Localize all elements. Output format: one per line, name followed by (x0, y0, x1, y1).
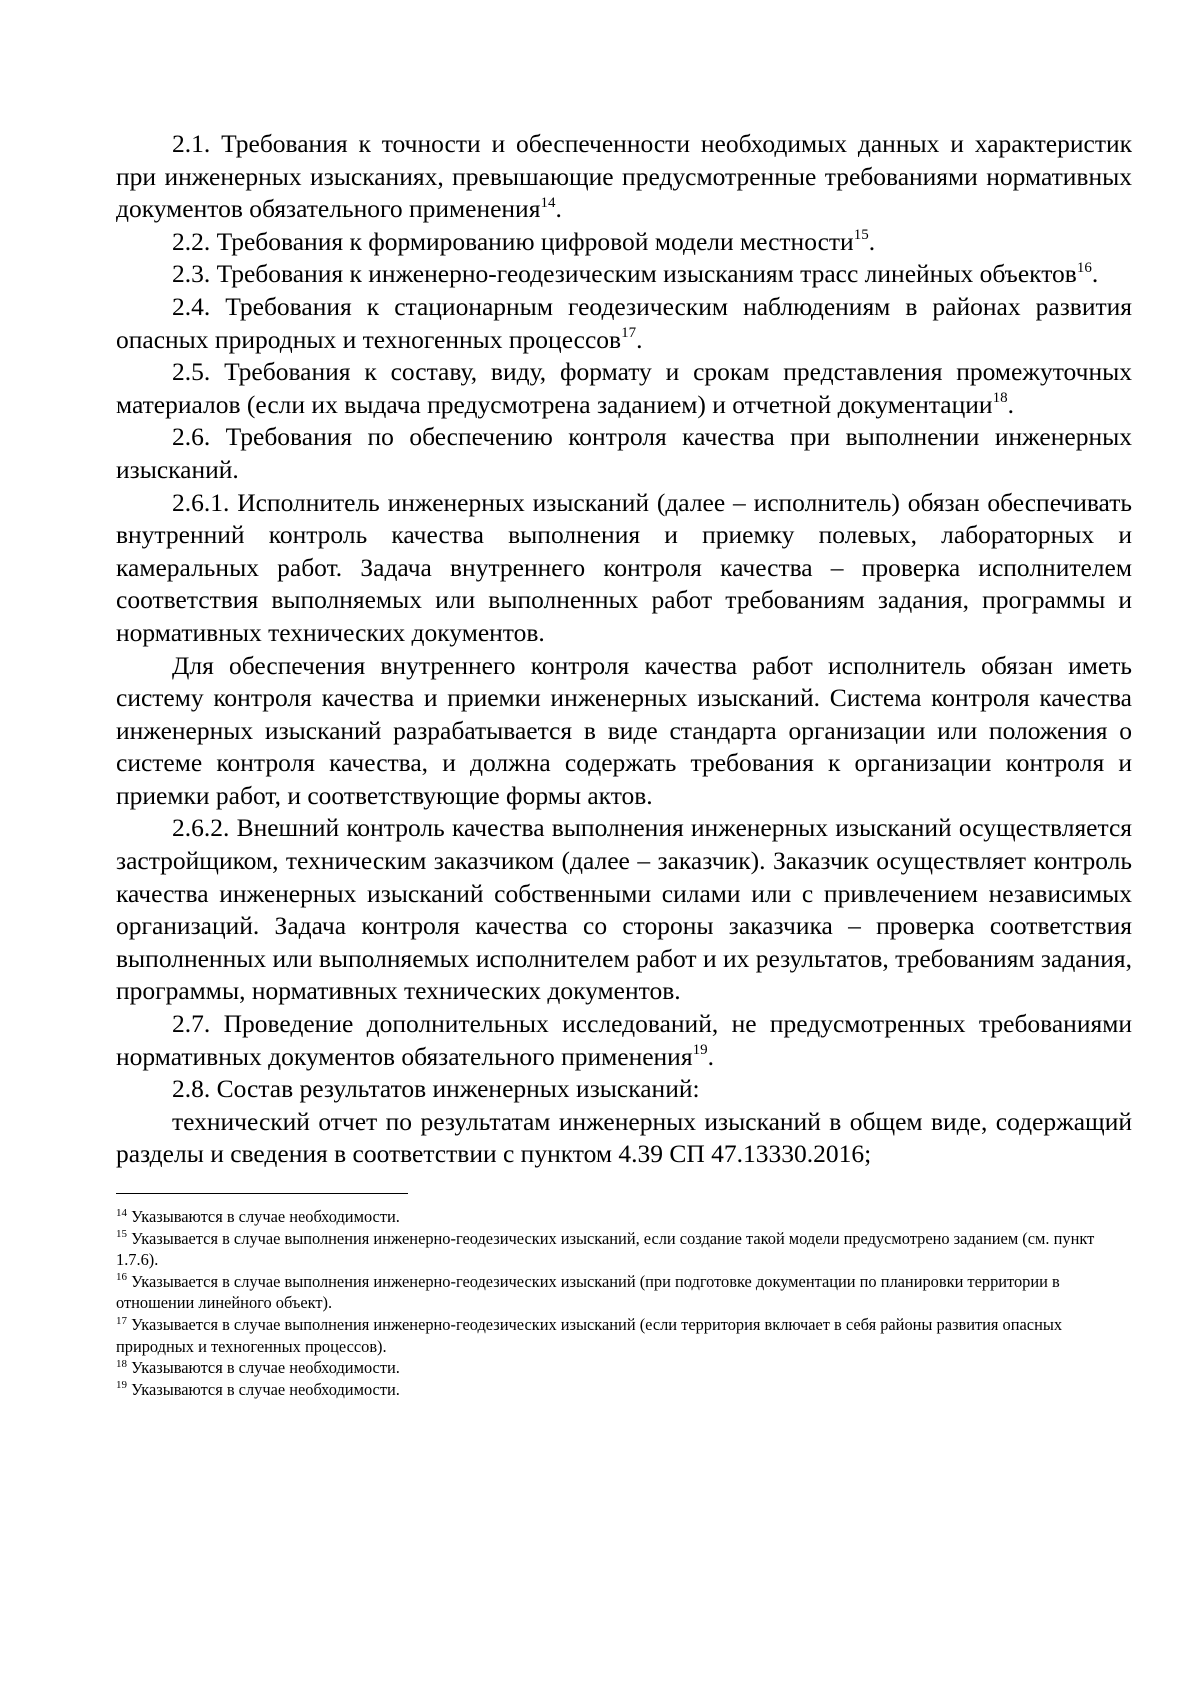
footnote-15: $^{15}$ Указывается в случае выполнения инженерно-геодезических изысканий, если создание такой модели предусмотрено заданием (см. пункт 1.7.6). (116, 1228, 1095, 1270)
footnote-19: $^{19}$ Указываются в случае необходимости. (116, 1379, 400, 1399)
paragraph-internal-control-system: Для обеспечения внутреннего контроля качества работ исполнитель обязан иметь систему контроля качества и приемки инженерных изысканий. Система контроля качества инженерных изысканий разрабатывается в виде стандарта организации или положения о системе контроля качества, и должна содержать требования к организации контроля и приемки работ, и соответствующие формы актов. (116, 650, 1132, 810)
footnotes (116, 1206, 1132, 1400)
footnote-ref-19[interactable]: 19 (692, 1042, 708, 1059)
footnote-ref-15[interactable]: 15 (853, 227, 869, 244)
paragraph-2-4: 2.4. Требования к стационарным геодезическим наблюдениям в районах развития опасных природных и техногенных процессов$^{17}$. (116, 291, 1132, 354)
paragraph-2-7: 2.7. Проведение дополнительных исследований, не предусмотренных требованиями нормативных документов обязательного применения$^{19}$. (116, 1009, 1132, 1071)
paragraph-2-6-2: 2.6.2. Внешний контроль качества выполнения инженерных изысканий осуществляется застройщиком, техническим заказчиком (далее – заказчик). Заказчик осуществляет контроль качества инженерных изысканий собственными силами или с привлечением независимых организаций. Задача контроля качества со стороны заказчика – проверка соответствия выполненных или выполняемых исполнителем работ и их результатов, требованиям задания, программы, нормативных технических документов. (116, 813, 1133, 1006)
footnote-ref-16[interactable]: 16 (1076, 259, 1092, 276)
paragraph-2-1: 2.1. Требования к точности и обеспеченности необходимых данных и характеристик при инженерных изысканиях, превышающие предусмотренные требованиями нормативных документов обязательного применения$^{14}$. (116, 129, 1132, 224)
footnote-18: $^{18}$ Указываются в случае необходимости. (116, 1357, 400, 1378)
paragraph-2-5: 2.5. Требования к составу, виду, формату и срокам представления промежуточных материалов (если их выдача предусмотрена заданием) и отчетной документации$^{18}$. (116, 357, 1132, 419)
paragraph-2-2: 2.2. Требования к формированию цифровой модели местности$^{15}$. (172, 226, 876, 256)
footnote-16: $^{16}$ Указывается в случае выполнения инженерно-геодезических изысканий (при подготовке документации по планировки территории в отношении линейного объект). (116, 1271, 1060, 1313)
footnote-separator (116, 1193, 408, 1194)
paragraph-technical-report: технический отчет по результатам инженерных изысканий в общем виде, содержащий разделы и сведения в соответствии с пунктом 4.39 СП 47.13330.2016; (116, 1106, 1132, 1169)
paragraph-2-3: 2.3. Требования к инженерно-геодезическим изысканиям трасс линейных объектов$^{16}$. (172, 259, 1099, 289)
footnote-ref-18[interactable]: 18 (992, 390, 1008, 407)
paragraph-2-6-1: 2.6.1. Исполнитель инженерных изысканий (далее – исполнитель) обязан обеспечивать внутренний контроль качества выполнения и приемку полевых, лабораторных и камеральных работ. Задача внутреннего контроля качества – проверка исполнителем соответствия выполняемых или выполненных работ требованиям задания, программы и нормативных технических документов. (116, 487, 1132, 647)
body-text (116, 128, 1132, 1171)
paragraph-2-6: 2.6. Требования по обеспечению контроля качества при выполнении инженерных изысканий. (116, 422, 1132, 484)
footnote-14: $^{14}$ Указываются в случае необходимости. (116, 1206, 400, 1226)
footnote-ref-17[interactable]: 17 (621, 325, 637, 342)
paragraph-2-8: 2.8. Состав результатов инженерных изысканий: (172, 1074, 700, 1104)
footnote-ref-14[interactable]: 14 (540, 194, 556, 211)
footnote-17: $^{17}$ Указывается в случае выполнения инженерно-геодезических изысканий (если территория включает в себя районы развития опасных природных и техногенных процессов). (116, 1314, 1063, 1356)
